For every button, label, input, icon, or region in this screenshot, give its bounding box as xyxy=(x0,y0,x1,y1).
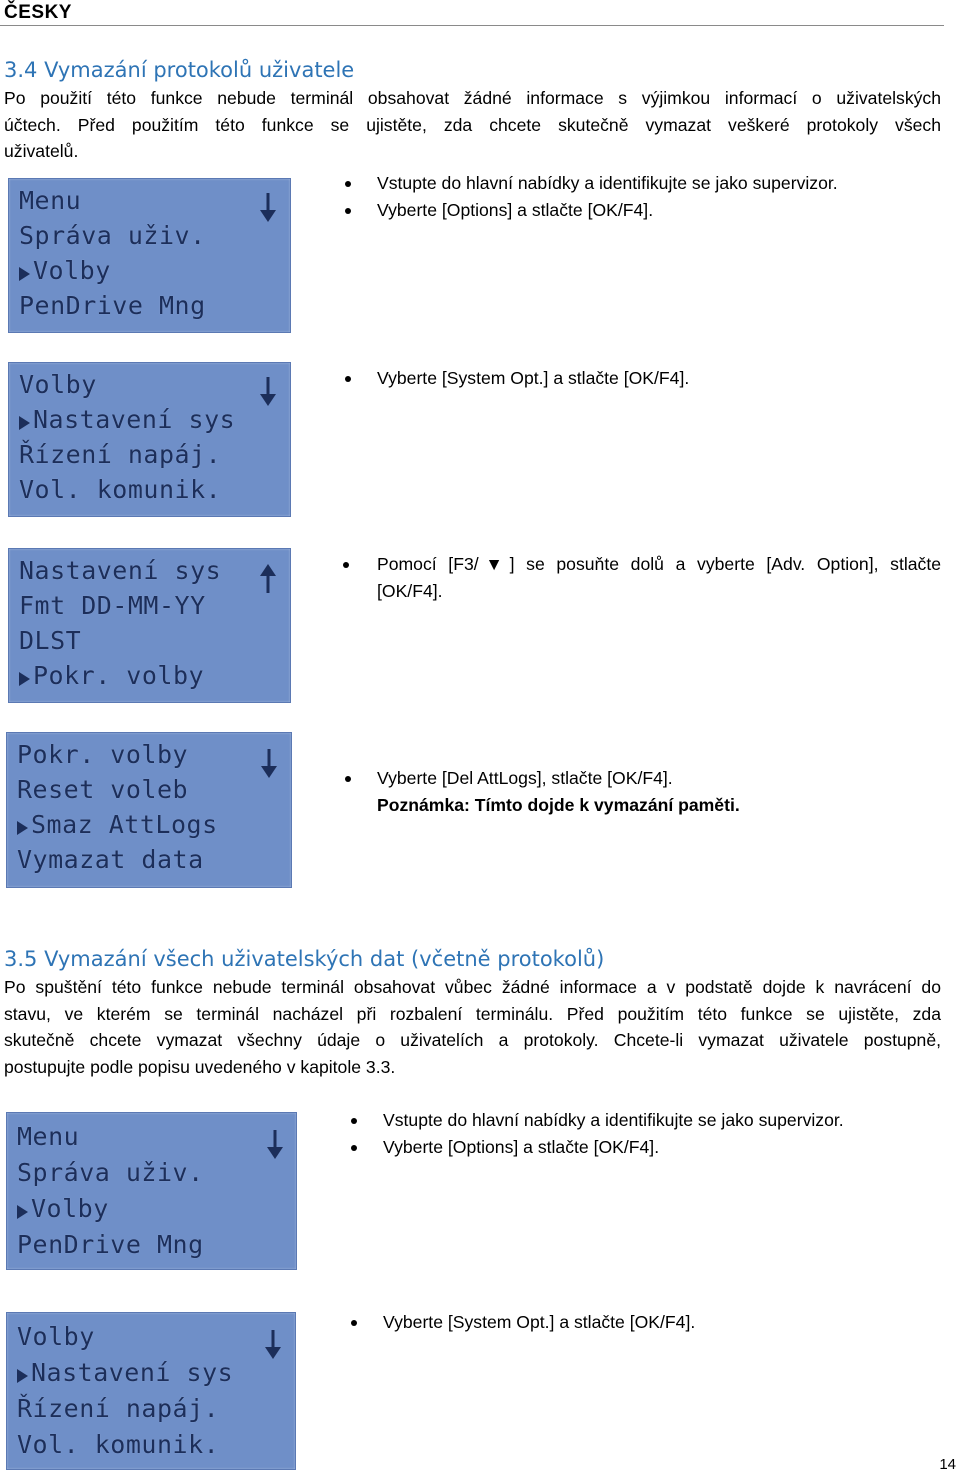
lcd-cursor-icon xyxy=(19,672,30,686)
lcd-screen-nastaveni xyxy=(8,548,291,703)
bullet-text: Vyberte [Del AttLogs], stlačte [OK/F4]. xyxy=(377,768,673,788)
lcd-row: Reset voleb xyxy=(17,775,189,804)
intro-line: stavu, ve kterém se terminál nacházel při rozbalení terminálu. Před použitím této funkce se ujistěte, zda xyxy=(4,1003,941,1024)
lcd-row: PenDrive Mng xyxy=(17,1230,204,1259)
lcd-row: Pokr. volby xyxy=(17,740,189,769)
lcd-row: Správa uživ. xyxy=(19,221,206,250)
bullet-item xyxy=(377,765,740,792)
lcd-row: Fmt DD-MM-YY xyxy=(19,591,206,620)
bullet-item xyxy=(377,197,838,224)
lcd-row: Řízení napáj. xyxy=(17,1394,220,1423)
lcd-row-selected: Nastavení sys xyxy=(33,405,236,434)
section-title-3-5: 3.5 Vymazání všech uživatelských dat (včetně protokolů) xyxy=(4,947,605,971)
bullet-dot xyxy=(345,208,351,214)
lcd-row-selected: Volby xyxy=(31,1194,109,1223)
bullet-text: Vyberte [Options] a stlačte [OK/F4]. xyxy=(377,199,654,220)
intro-line: postupujte podle popisu uvedeného v kapitole 3.3. xyxy=(4,1056,396,1077)
bullet-item xyxy=(377,365,689,392)
bullet-dot xyxy=(343,562,349,568)
step-bullets xyxy=(377,765,740,818)
scroll-down-arrow-icon xyxy=(264,1330,282,1360)
language-header: ČESKY xyxy=(4,2,72,23)
intro-line: Po použití této funkce nebude terminál obsahovat žádné informace s výjimkou informací o uživatelských xyxy=(4,88,941,108)
intro-line: uživatelů. xyxy=(4,141,79,162)
lcd-cursor-icon xyxy=(17,1369,28,1383)
lcd-row: Vol. komunik. xyxy=(19,475,222,504)
lcd-row: DLST xyxy=(19,626,82,655)
scroll-down-arrow-icon xyxy=(266,1130,284,1160)
bullet-text: Vyberte [System Opt.] a stlačte [OK/F4]. xyxy=(383,1312,696,1332)
lcd-row-selected: Smaz AttLogs xyxy=(31,810,218,839)
bullet-dot xyxy=(351,1145,357,1151)
lcd-row: Volby xyxy=(17,1322,95,1351)
lcd-row: Volby xyxy=(19,370,97,399)
scroll-up-arrow-icon xyxy=(259,563,277,593)
lcd-row-selected: Nastavení sys xyxy=(31,1358,234,1387)
scroll-down-arrow-icon xyxy=(260,749,278,779)
bullet-item xyxy=(377,170,838,197)
bullet-dot xyxy=(351,1118,357,1124)
lcd-row: PenDrive Mng xyxy=(19,291,206,320)
note-text: Poznámka: Tímto dojde k vymazání paměti. xyxy=(377,794,740,815)
scroll-down-arrow-icon xyxy=(259,193,277,223)
step-bullet-justified xyxy=(377,551,941,604)
lcd-row: Řízení napáj. xyxy=(19,440,222,469)
lcd-screen-menu xyxy=(8,178,291,333)
lcd-screen-menu xyxy=(6,1112,297,1270)
intro-line: Po spuštění této funkce nebude terminál obsahovat vůbec žádné informace a v podstatě dojde k navrácení do xyxy=(4,977,941,997)
lcd-cursor-icon xyxy=(19,416,30,430)
lcd-cursor-icon xyxy=(19,267,30,281)
section-title-3-4: 3.4 Vymazání protokolů uživatele xyxy=(4,58,355,82)
section-3-4-intro xyxy=(4,85,941,165)
lcd-row-selected: Volby xyxy=(33,256,111,285)
section-3-5-intro xyxy=(4,974,941,1080)
bullet-line: Pomocí [F3/▼] se posuňte dolů a vyberte [Adv. Option], stlačte xyxy=(377,554,941,574)
note-item xyxy=(377,792,740,819)
page-number: 14 xyxy=(939,1456,956,1473)
lcd-screen-pokr-volby xyxy=(6,732,292,888)
lcd-cursor-icon xyxy=(17,1205,28,1219)
step-bullets xyxy=(377,365,689,392)
bullet-dot xyxy=(345,376,351,382)
lcd-cursor-icon xyxy=(17,821,28,835)
lcd-row: Nastavení sys xyxy=(19,556,222,585)
lcd-row: Menu xyxy=(19,186,82,215)
step-bullets xyxy=(383,1309,695,1336)
bullet-dot xyxy=(351,1320,357,1326)
intro-line: skutečně chcete vymazat všechny údaje o uživatelích a protokoly. Chcete-li vymazat uživatele postupně, xyxy=(4,1030,941,1051)
bullet-text: Vyberte [System Opt.] a stlačte [OK/F4]. xyxy=(377,368,690,388)
scroll-down-arrow-icon xyxy=(259,377,277,407)
step-bullets xyxy=(383,1107,844,1160)
lcd-screen-volby xyxy=(6,1312,296,1470)
lcd-row: Vol. komunik. xyxy=(17,1430,220,1459)
intro-line: účtech. Před použitím této funkce se ujistěte, zda chcete skutečně vymazat veškeré protokoly všech xyxy=(4,114,941,135)
bullet-dot xyxy=(345,776,351,782)
bullet-item xyxy=(383,1309,695,1336)
bullet-item xyxy=(383,1107,844,1134)
header-rule xyxy=(0,25,944,26)
bullet-text: Vstupte do hlavní nabídky a identifikujte se jako supervizor. xyxy=(383,1110,844,1130)
bullet-text: Vstupte do hlavní nabídky a identifikujte se jako supervizor. xyxy=(377,173,838,193)
bullet-dot xyxy=(345,181,351,187)
bullet-line: [OK/F4]. xyxy=(377,580,443,601)
lcd-row-selected: Pokr. volby xyxy=(33,661,205,690)
lcd-row: Menu xyxy=(17,1122,80,1151)
lcd-row: Správa uživ. xyxy=(17,1158,204,1187)
lcd-screen-volby xyxy=(8,362,291,517)
step-bullets xyxy=(377,170,838,223)
lcd-row: Vymazat data xyxy=(17,845,204,874)
bullet-text: Vyberte [Options] a stlačte [OK/F4]. xyxy=(383,1136,660,1157)
bullet-item xyxy=(383,1134,844,1161)
